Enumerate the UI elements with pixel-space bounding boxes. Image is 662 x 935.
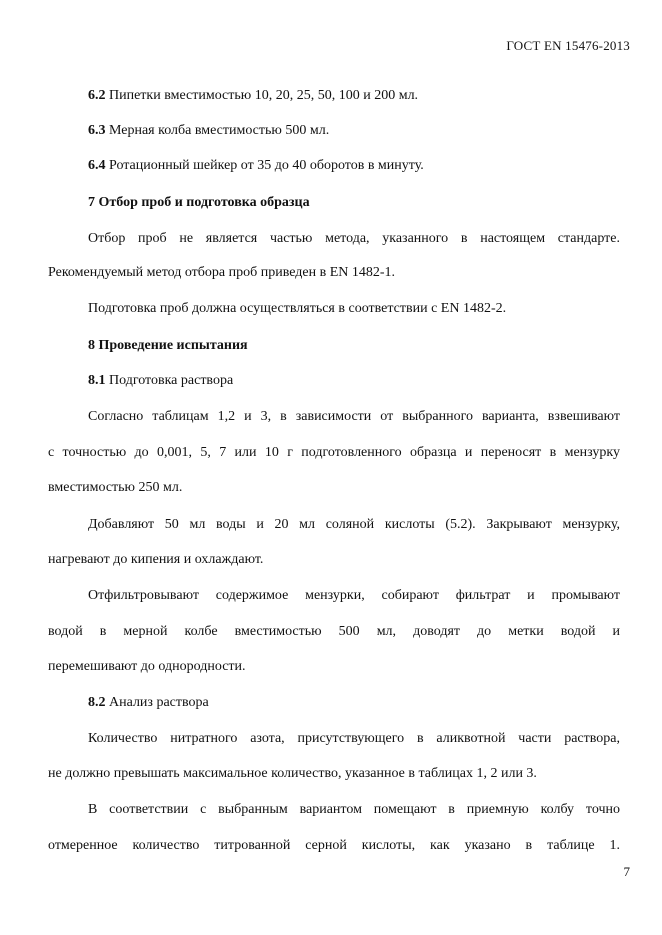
item-6-4-number: 6.4 — [88, 158, 106, 173]
item-6-3-text: Мерная колба вместимостью 500 мл. — [105, 123, 330, 138]
section-8-para4-line1: Количество нитратного азота, присутствующего в аликвотной части раствора, — [88, 731, 620, 746]
item-6-2-number: 6.2 — [88, 88, 106, 103]
section-8-para4-line2: не должно превышать максимальное количество, указанное в таблицах 1, 2 или 3. — [48, 766, 537, 781]
section-7-heading: 7 Отбор проб и подготовка образца — [88, 195, 310, 210]
page-number: 7 — [623, 864, 630, 879]
section-8-para1-line2: с точностью до 0,001, 5, 7 или 10 г подготовленного образца и переносят в мензурку — [48, 445, 620, 460]
section-8-para3-line1: Отфильтровывают содержимое мензурки, собирают фильтрат и промывают — [88, 588, 620, 603]
section-8-para1-line1: Согласно таблицам 1,2 и 3, в зависимости от выбранного варианта, взвешивают — [88, 409, 620, 424]
subsection-8-1 — [88, 372, 233, 390]
section-8-para5-line2: отмеренное количество титрованной серной кислоты, как указано в таблице 1. — [48, 838, 620, 853]
standard-header: ГОСТ EN 15476-2013 — [506, 38, 630, 53]
subsection-8-2 — [88, 694, 209, 712]
section-8-para5-line1: В соответствии с выбранным вариантом помещают в приемную колбу точно — [88, 802, 620, 817]
section-7-para2: Подготовка проб должна осуществляться в соответствии с EN 1482-2. — [88, 301, 507, 316]
section-8-para3-line2: водой в мерной колбе вместимостью 500 мл, доводят до метки водой и — [48, 624, 620, 639]
item-6-2 — [88, 87, 418, 105]
section-7-para1-line2: Рекомендуемый метод отбора проб приведен в EN 1482-1. — [48, 265, 396, 280]
section-8-heading: 8 Проведение испытания — [88, 338, 248, 353]
item-6-2-text: Пипетки вместимостью 10, 20, 25, 50, 100 и 200 мл. — [105, 88, 419, 103]
item-6-3 — [88, 122, 329, 140]
item-6-3-number: 6.3 — [88, 123, 106, 138]
section-7-para1-line1: Отбор проб не является частью метода, указанного в настоящем стандарте. — [88, 231, 620, 246]
item-6-4 — [88, 157, 424, 175]
section-8-para2-line2: нагревают до кипения и охлаждают. — [48, 552, 264, 567]
section-8-para1-line3: вместимостью 250 мл. — [48, 480, 183, 495]
section-8-para3-line3: перемешивают до однородности. — [48, 659, 246, 674]
subsection-8-1-title: Подготовка раствора — [105, 373, 234, 388]
subsection-8-2-title: Анализ раствора — [105, 695, 209, 710]
item-6-4-text: Ротационный шейкер от 35 до 40 оборотов в минуту. — [105, 158, 424, 173]
section-8-para2-line1: Добавляют 50 мл воды и 20 мл соляной кислоты (5.2). Закрывают мензурку, — [88, 517, 620, 532]
subsection-8-2-number: 8.2 — [88, 695, 106, 710]
subsection-8-1-number: 8.1 — [88, 373, 106, 388]
